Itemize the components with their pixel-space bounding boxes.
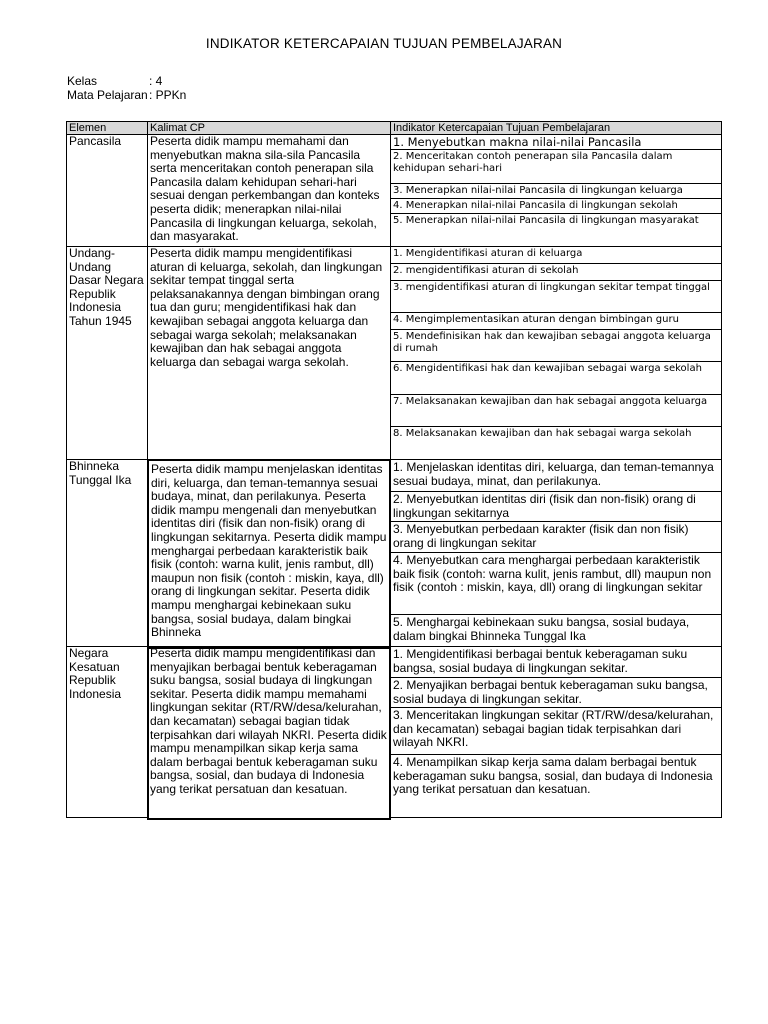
elemen-uud: Undang-Undang Dasar Negara Republik Indonesia Tahun 1945 bbox=[66, 246, 148, 460]
indikator-nkri-2: 2. Menyajikan berbagai bentuk keberagaman suku bangsa, sosial budaya di lingkungan sekitar. bbox=[390, 677, 722, 708]
elemen-pancasila: Pancasila bbox=[66, 134, 148, 247]
elemen-bhinneka: Bhinneka Tunggal Ika bbox=[66, 459, 148, 647]
indikator-pancasila-5: 5. Menerapkan nilai-nilai Pancasila di lingkungan masyarakat bbox=[390, 213, 722, 247]
cp-nkri-text: Peserta didik mampu mengidentifikasi dan menyajikan berbagai bentuk keberagaman suku bangsa, sosial budaya di lingkungan sekitar. Peserta didik mampu memahami lingkungan sekitar (RT/RW/desa/kelurahan, dan kecamatan) sebagai bagian tidak terpisahkan dari wilayah NKRI. Peserta didik mampu menampilkan sikap kerja sama dalam berbagai bentuk keberagaman suku bangsa, sosial, dan budaya di Indonesia yang terikat persatuan dan kesatuan. bbox=[150, 647, 387, 796]
indikator-pancasila-1: 1. Menyebutkan makna nilai-nilai Pancasila bbox=[390, 134, 722, 150]
cp-uud: Peserta didik mampu mengidentifikasi aturan di keluarga, sekolah, dan lingkungan sekitar tempat tinggal serta pelaksanakannya dengan bimbingan orang tua dan guru; mengidentifikasi hak dan kewajiban sebagai anggota keluarga dan sebagai warga sekolah; melaksanakan kewajiban dan hak sebagai anggota keluarga dan sebagai warga sekolah. bbox=[147, 246, 391, 460]
indikator-uud-5: 5. Mendefinisikan hak dan kewajiban sebagai anggota keluarga di rumah bbox=[390, 329, 722, 362]
cp-bhinneka: Peserta didik mampu menjelaskan identitas diri, keluarga, dan teman-temannya sesuai budaya, minat, dan perilakunya. Peserta didik mampu mengenali dan menyebutkan identitas diri (fisik dan non-fisik) orang di lingkungan sekitarnya. Peserta didik mampu menghargai perbedaan karakteristik baik fisik (contoh: warna kulit, jenis rambut, dll) maupun non fisik (contoh : miskin, kaya, dll) orang di lingkungan sekitar. Peserta didik mampu menghargai kebinekaan suku bangsa, sosial budaya, dalam bingkai Bhinneka bbox=[147, 459, 391, 649]
indikator-nkri-4: 4. Menampilkan sikap kerja sama dalam berbagai bentuk keberagaman suku bangsa, sosial, dan budaya di Indonesia yang terikat persatuan dan kesatuan. bbox=[390, 754, 722, 818]
indikator-uud-4: 4. Mengimplementasikan aturan dengan bimbingan guru bbox=[390, 312, 722, 330]
kelas-value: : 4 bbox=[149, 74, 163, 88]
indikator-uud-2: 2. mengidentifikasi aturan di sekolah bbox=[390, 263, 722, 281]
header-kalimat-cp: Kalimat CP bbox=[147, 121, 391, 135]
indikator-uud-7: 7. Melaksanakan kewajiban dan hak sebagai anggota keluarga bbox=[390, 394, 722, 427]
indikator-uud-1: 1. Mengidentifikasi aturan di keluarga bbox=[390, 246, 722, 264]
mapel-label: Mata Pelajaran bbox=[67, 88, 148, 102]
indikator-pancasila-4: 4. Menerapkan nilai-nilai Pancasila di lingkungan sekolah bbox=[390, 198, 722, 214]
meta-mapel bbox=[67, 88, 186, 102]
page-title: INDIKATOR KETERCAPAIAN TUJUAN PEMBELAJARAN bbox=[205, 36, 563, 51]
indikator-uud-6: 6. Mengidentifikasi hak dan kewajiban sebagai warga sekolah bbox=[390, 361, 722, 395]
header-indikator: Indikator Ketercapaian Tujuan Pembelajaran bbox=[390, 121, 722, 135]
indikator-uud-8: 8. Melaksanakan kewajiban dan hak sebagai warga sekolah bbox=[390, 426, 722, 460]
mapel-value: : PPKn bbox=[149, 88, 187, 102]
header-elemen: Elemen bbox=[66, 121, 148, 135]
indikator-bhinneka-3: 3. Menyebutkan perbedaan karakter (fisik dan non fisik) orang di lingkungan sekitar bbox=[390, 521, 722, 553]
indikator-bhinneka-1: 1. Menjelaskan identitas diri, keluarga, dan teman-temannya sesuai budaya, minat, dan perilakunya. bbox=[390, 459, 722, 492]
elemen-nkri: Negara Kesatuan Republik Indonesia bbox=[66, 646, 148, 818]
indikator-bhinneka-5: 5. Menghargai kebinekaan suku bangsa, sosial budaya, dalam bingkai Bhinneka Tunggal Ika bbox=[390, 614, 722, 647]
cp-pancasila: Peserta didik mampu memahami dan menyebutkan makna sila-sila Pancasila serta menceritakan contoh penerapan sila Pancasila dalam kehidupan sehari-hari sesuai dengan perkembangan dan konteks peserta didik; menerapkan nilai-nilai Pancasila di lingkungan keluarga, sekolah, dan masyarakat. bbox=[147, 134, 391, 247]
indikator-nkri-3: 3. Menceritakan lingkungan sekitar (RT/RW/desa/kelurahan, dan kecamatan) sebagai bagian tidak terpisahkan dari wilayah NKRI. bbox=[390, 707, 722, 755]
indikator-pancasila-2: 2. Menceritakan contoh penerapan sila Pancasila dalam kehidupan sehari-hari bbox=[390, 149, 722, 184]
cp-nkri bbox=[147, 646, 391, 820]
meta-kelas bbox=[67, 74, 162, 88]
indikator-bhinneka-4: 4. Menyebutkan cara menghargai perbedaan karakteristik baik fisik (contoh: warna kulit, jenis rambut, dll) maupun non fisik (contoh : miskin, kaya, dll) orang di lingkungan sekitar bbox=[390, 552, 722, 615]
indikator-nkri-1: 1. Mengidentifikasi berbagai bentuk keberagaman suku bangsa, sosial budaya di lingkungan sekitar. bbox=[390, 646, 722, 678]
indikator-uud-3: 3. mengidentifikasi aturan di lingkungan sekitar tempat tinggal bbox=[390, 280, 722, 313]
indikator-pancasila-3: 3. Menerapkan nilai-nilai Pancasila di lingkungan keluarga bbox=[390, 183, 722, 199]
indikator-bhinneka-2: 2. Menyebutkan identitas diri (fisik dan non-fisik) orang di lingkungan sekitarnya bbox=[390, 491, 722, 522]
kelas-label: Kelas bbox=[67, 74, 98, 88]
